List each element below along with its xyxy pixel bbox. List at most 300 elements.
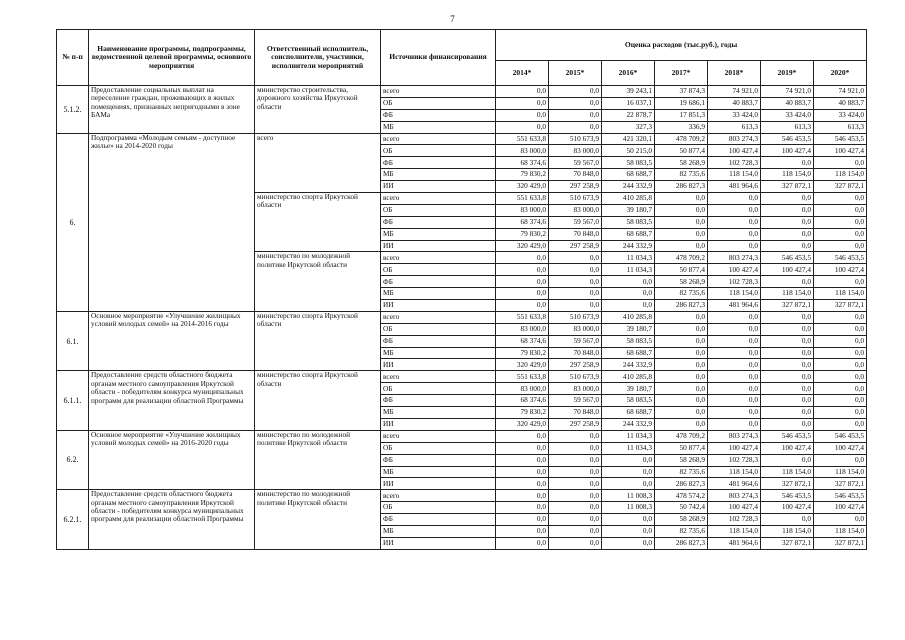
funding-source-cell: ИИ: [381, 537, 496, 549]
funding-source-cell: ИИ: [381, 181, 496, 193]
amount-cell: 0,0: [496, 264, 549, 276]
amount-cell: 100 427,4: [814, 502, 867, 514]
amount-cell: 546 453,5: [761, 430, 814, 442]
amount-cell: 0,0: [761, 359, 814, 371]
amount-cell: 320 429,0: [496, 418, 549, 430]
amount-cell: 58 083,5: [602, 216, 655, 228]
amount-cell: 0,0: [761, 407, 814, 419]
funding-source-cell: ОБ: [381, 97, 496, 109]
amount-cell: 0,0: [602, 478, 655, 490]
amount-cell: 0,0: [549, 97, 602, 109]
amount-cell: 0,0: [496, 109, 549, 121]
amount-cell: 0,0: [549, 478, 602, 490]
funding-source-cell: всего: [381, 430, 496, 442]
amount-cell: 118 154,0: [814, 466, 867, 478]
amount-cell: 11 008,3: [602, 490, 655, 502]
amount-cell: 59 567,0: [549, 216, 602, 228]
funding-source-cell: ФБ: [381, 216, 496, 228]
funding-source-cell: всего: [381, 86, 496, 98]
amount-cell: 70 848,0: [549, 228, 602, 240]
amount-cell: 82 735,6: [655, 169, 708, 181]
funding-source-cell: всего: [381, 371, 496, 383]
amount-cell: 0,0: [655, 204, 708, 216]
amount-cell: 0,0: [655, 335, 708, 347]
amount-cell: 83 000,0: [496, 383, 549, 395]
amount-cell: 546 453,5: [814, 430, 867, 442]
section-code: 6.2.: [57, 430, 89, 489]
amount-cell: 0,0: [549, 300, 602, 312]
amount-cell: 481 964,6: [708, 300, 761, 312]
amount-cell: 118 154,0: [708, 288, 761, 300]
amount-cell: 613,3: [761, 121, 814, 133]
section-name: Предоставление социальных выплат на переселение граждан, проживающих в жилых помещениях, признанных непригодными в зоне БАМа: [89, 86, 255, 134]
amount-cell: 0,0: [496, 430, 549, 442]
amount-cell: 0,0: [761, 311, 814, 323]
amount-cell: 546 453,5: [814, 133, 867, 145]
amount-cell: 0,0: [655, 228, 708, 240]
amount-cell: 0,0: [814, 514, 867, 526]
amount-cell: 0,0: [814, 323, 867, 335]
amount-cell: 481 964,6: [708, 478, 761, 490]
amount-cell: 0,0: [761, 228, 814, 240]
amount-cell: 0,0: [655, 418, 708, 430]
amount-cell: 551 633,8: [496, 371, 549, 383]
amount-cell: 0,0: [496, 97, 549, 109]
section-name: Предоставление средств областного бюджета органам местного самоуправления Иркутской области - победителям конкурса муниципальных программ для реализации областной Программы: [89, 371, 255, 430]
amount-cell: 100 427,4: [708, 502, 761, 514]
amount-cell: 297 258,9: [549, 359, 602, 371]
amount-cell: 327 872,1: [814, 300, 867, 312]
amount-cell: 510 673,9: [549, 133, 602, 145]
amount-cell: 0,0: [761, 193, 814, 205]
section-name: Основное мероприятие «Улучшение жилищных условий молодых семей» на 2016-2020 годы: [89, 430, 255, 489]
amount-cell: 0,0: [655, 216, 708, 228]
header-year: 2015*: [549, 61, 602, 86]
amount-cell: 83 000,0: [549, 383, 602, 395]
section-code: 6.1.: [57, 311, 89, 370]
amount-cell: 0,0: [602, 537, 655, 549]
amount-cell: 11 034,3: [602, 264, 655, 276]
amount-cell: 102 728,3: [708, 454, 761, 466]
section-name: Подпрограмма «Молодым семьям - доступное жилье» на 2014-2020 годы: [89, 133, 255, 311]
section-name: Предоставление средств областного бюджета органам местного самоуправления Иркутской области - победителям конкурса муниципальных программ для реализации областной Программы: [89, 490, 255, 549]
amount-cell: 100 427,4: [814, 264, 867, 276]
amount-cell: 68 374,6: [496, 216, 549, 228]
section-code: 6.2.1.: [57, 490, 89, 549]
executor-cell: министерство спорта Иркутской области: [255, 193, 381, 252]
amount-cell: 83 000,0: [549, 145, 602, 157]
amount-cell: 70 848,0: [549, 347, 602, 359]
amount-cell: 118 154,0: [708, 466, 761, 478]
amount-cell: 58 083,5: [602, 335, 655, 347]
amount-cell: 0,0: [602, 514, 655, 526]
funding-source-cell: ОБ: [381, 145, 496, 157]
header-source: Источники финансирования: [381, 30, 496, 86]
amount-cell: 0,0: [708, 359, 761, 371]
amount-cell: 0,0: [761, 157, 814, 169]
amount-cell: 0,0: [549, 537, 602, 549]
amount-cell: 0,0: [496, 454, 549, 466]
amount-cell: 33 424,0: [708, 109, 761, 121]
amount-cell: 0,0: [761, 347, 814, 359]
amount-cell: 320 429,0: [496, 359, 549, 371]
funding-source-cell: ИИ: [381, 418, 496, 430]
amount-cell: 410 285,8: [602, 311, 655, 323]
funding-source-cell: ФБ: [381, 514, 496, 526]
amount-cell: 59 567,0: [549, 157, 602, 169]
amount-cell: 327,3: [602, 121, 655, 133]
amount-cell: 0,0: [496, 514, 549, 526]
amount-cell: 0,0: [496, 121, 549, 133]
amount-cell: 0,0: [761, 276, 814, 288]
funding-source-cell: ФБ: [381, 276, 496, 288]
funding-source-cell: МБ: [381, 525, 496, 537]
amount-cell: 83 000,0: [549, 204, 602, 216]
amount-cell: 0,0: [602, 300, 655, 312]
amount-cell: 0,0: [549, 252, 602, 264]
amount-cell: 0,0: [496, 525, 549, 537]
amount-cell: 11 034,3: [602, 442, 655, 454]
section-code: 5.1.2.: [57, 86, 89, 134]
amount-cell: 803 274,3: [708, 133, 761, 145]
amount-cell: 478 709,2: [655, 133, 708, 145]
amount-cell: 59 567,0: [549, 395, 602, 407]
executor-cell: всего: [255, 133, 381, 192]
amount-cell: 297 258,9: [549, 181, 602, 193]
funding-source-cell: ФБ: [381, 454, 496, 466]
amount-cell: 286 827,3: [655, 478, 708, 490]
amount-cell: 22 878,7: [602, 109, 655, 121]
funding-source-cell: МБ: [381, 288, 496, 300]
amount-cell: 0,0: [496, 537, 549, 549]
amount-cell: 327 872,1: [761, 300, 814, 312]
amount-cell: 0,0: [496, 502, 549, 514]
amount-cell: 0,0: [814, 335, 867, 347]
amount-cell: 50 877,4: [655, 264, 708, 276]
amount-cell: 74 921,0: [708, 86, 761, 98]
amount-cell: 50 742,4: [655, 502, 708, 514]
amount-cell: 68 688,7: [602, 407, 655, 419]
amount-cell: 82 735,6: [655, 525, 708, 537]
amount-cell: 0,0: [814, 311, 867, 323]
amount-cell: 0,0: [655, 311, 708, 323]
section-code: 6.1.1.: [57, 371, 89, 430]
amount-cell: 0,0: [655, 371, 708, 383]
amount-cell: 478 709,2: [655, 430, 708, 442]
amount-cell: 100 427,4: [761, 502, 814, 514]
amount-cell: 0,0: [496, 442, 549, 454]
executor-cell: министерство по молодежной политике Иркутской области: [255, 252, 381, 311]
amount-cell: 0,0: [761, 240, 814, 252]
amount-cell: 0,0: [602, 466, 655, 478]
funding-source-cell: МБ: [381, 228, 496, 240]
amount-cell: 0,0: [549, 514, 602, 526]
amount-cell: 613,3: [814, 121, 867, 133]
amount-cell: 0,0: [496, 478, 549, 490]
amount-cell: 286 827,3: [655, 181, 708, 193]
header-num: № п-п: [57, 30, 89, 86]
amount-cell: 68 688,7: [602, 347, 655, 359]
amount-cell: 100 427,4: [761, 264, 814, 276]
amount-cell: 0,0: [708, 204, 761, 216]
funding-source-cell: ИИ: [381, 359, 496, 371]
funding-source-cell: МБ: [381, 347, 496, 359]
amount-cell: 0,0: [549, 525, 602, 537]
amount-cell: 0,0: [549, 109, 602, 121]
amount-cell: 68 374,6: [496, 335, 549, 347]
table-row: [57, 133, 867, 145]
amount-cell: 0,0: [814, 240, 867, 252]
amount-cell: 546 453,5: [761, 252, 814, 264]
amount-cell: 410 285,8: [602, 371, 655, 383]
amount-cell: 59 567,0: [549, 335, 602, 347]
amount-cell: 100 427,4: [708, 442, 761, 454]
amount-cell: 102 728,3: [708, 157, 761, 169]
amount-cell: 58 083,5: [602, 395, 655, 407]
amount-cell: 58 268,9: [655, 454, 708, 466]
amount-cell: 0,0: [549, 276, 602, 288]
amount-cell: 327 872,1: [814, 537, 867, 549]
amount-cell: 481 964,6: [708, 537, 761, 549]
amount-cell: 100 427,4: [708, 145, 761, 157]
amount-cell: 0,0: [761, 383, 814, 395]
amount-cell: 0,0: [761, 335, 814, 347]
amount-cell: 0,0: [708, 216, 761, 228]
amount-cell: 510 673,9: [549, 311, 602, 323]
executor-cell: министерство спорта Иркутской области: [255, 371, 381, 430]
funding-source-cell: ФБ: [381, 335, 496, 347]
amount-cell: 100 427,4: [761, 145, 814, 157]
amount-cell: 82 735,6: [655, 288, 708, 300]
amount-cell: 803 274,3: [708, 490, 761, 502]
amount-cell: 83 000,0: [496, 145, 549, 157]
amount-cell: 17 851,3: [655, 109, 708, 121]
amount-cell: 68 374,6: [496, 395, 549, 407]
amount-cell: 0,0: [814, 454, 867, 466]
amount-cell: 0,0: [814, 383, 867, 395]
amount-cell: 79 830,2: [496, 228, 549, 240]
funding-source-cell: ОБ: [381, 442, 496, 454]
amount-cell: 33 424,0: [814, 109, 867, 121]
amount-cell: 546 453,5: [761, 490, 814, 502]
amount-cell: 100 427,4: [814, 442, 867, 454]
amount-cell: 40 883,7: [814, 97, 867, 109]
amount-cell: 0,0: [602, 525, 655, 537]
funding-source-cell: МБ: [381, 466, 496, 478]
amount-cell: 70 848,0: [549, 407, 602, 419]
funding-source-cell: всего: [381, 133, 496, 145]
amount-cell: 118 154,0: [761, 466, 814, 478]
amount-cell: 0,0: [708, 347, 761, 359]
amount-cell: 0,0: [549, 490, 602, 502]
amount-cell: 0,0: [708, 418, 761, 430]
amount-cell: 0,0: [549, 466, 602, 478]
amount-cell: 0,0: [814, 418, 867, 430]
amount-cell: 327 872,1: [814, 181, 867, 193]
table-row: [57, 490, 867, 502]
funding-source-cell: ИИ: [381, 240, 496, 252]
amount-cell: 74 921,0: [814, 86, 867, 98]
amount-cell: 297 258,9: [549, 418, 602, 430]
header-year: 2019*: [761, 61, 814, 86]
amount-cell: 40 883,7: [761, 97, 814, 109]
amount-cell: 58 268,9: [655, 157, 708, 169]
amount-cell: 83 000,0: [496, 323, 549, 335]
amount-cell: 0,0: [655, 407, 708, 419]
amount-cell: 0,0: [814, 359, 867, 371]
amount-cell: 421 320,1: [602, 133, 655, 145]
header-executor: Ответственный исполнитель, соисполнители, участники, исполнители мероприятий: [255, 30, 381, 86]
amount-cell: 70 848,0: [549, 169, 602, 181]
amount-cell: 58 083,5: [602, 157, 655, 169]
amount-cell: 0,0: [708, 193, 761, 205]
funding-source-cell: ИИ: [381, 478, 496, 490]
header-year: 2020*: [814, 61, 867, 86]
table-row: [57, 430, 867, 442]
amount-cell: 79 830,2: [496, 169, 549, 181]
amount-cell: 0,0: [761, 371, 814, 383]
amount-cell: 0,0: [708, 323, 761, 335]
header-year: 2016*: [602, 61, 655, 86]
header-year: 2018*: [708, 61, 761, 86]
amount-cell: 510 673,9: [549, 371, 602, 383]
amount-cell: 0,0: [814, 157, 867, 169]
amount-cell: 551 633,8: [496, 133, 549, 145]
amount-cell: 410 285,8: [602, 193, 655, 205]
funding-source-cell: ОБ: [381, 323, 496, 335]
amount-cell: 16 037,1: [602, 97, 655, 109]
amount-cell: 0,0: [655, 240, 708, 252]
amount-cell: 39 180,7: [602, 323, 655, 335]
amount-cell: 118 154,0: [708, 169, 761, 181]
funding-source-cell: ОБ: [381, 383, 496, 395]
amount-cell: 803 274,3: [708, 430, 761, 442]
funding-source-cell: МБ: [381, 407, 496, 419]
amount-cell: 40 883,7: [708, 97, 761, 109]
amount-cell: 0,0: [549, 442, 602, 454]
amount-cell: 0,0: [602, 276, 655, 288]
amount-cell: 102 728,3: [708, 514, 761, 526]
header-year: 2017*: [655, 61, 708, 86]
amount-cell: 510 673,9: [549, 193, 602, 205]
amount-cell: 0,0: [814, 276, 867, 288]
amount-cell: 0,0: [496, 490, 549, 502]
amount-cell: 118 154,0: [814, 169, 867, 181]
funding-source-cell: всего: [381, 311, 496, 323]
amount-cell: 478 709,2: [655, 252, 708, 264]
table-row: [57, 311, 867, 323]
amount-cell: 79 830,2: [496, 347, 549, 359]
amount-cell: 102 728,3: [708, 276, 761, 288]
amount-cell: 0,0: [549, 86, 602, 98]
amount-cell: 100 427,4: [814, 145, 867, 157]
amount-cell: 297 258,9: [549, 240, 602, 252]
table-row: [57, 86, 867, 98]
amount-cell: 481 964,6: [708, 181, 761, 193]
amount-cell: 320 429,0: [496, 181, 549, 193]
amount-cell: 33 424,0: [761, 109, 814, 121]
funding-source-cell: ФБ: [381, 157, 496, 169]
amount-cell: 37 874,3: [655, 86, 708, 98]
amount-cell: 0,0: [708, 335, 761, 347]
amount-cell: 0,0: [496, 300, 549, 312]
amount-cell: 546 453,5: [814, 490, 867, 502]
amount-cell: 0,0: [549, 454, 602, 466]
amount-cell: 0,0: [814, 395, 867, 407]
amount-cell: 0,0: [496, 86, 549, 98]
amount-cell: 0,0: [655, 359, 708, 371]
amount-cell: 19 686,1: [655, 97, 708, 109]
funding-source-cell: всего: [381, 193, 496, 205]
amount-cell: 118 154,0: [761, 525, 814, 537]
amount-cell: 118 154,0: [814, 288, 867, 300]
amount-cell: 0,0: [814, 193, 867, 205]
amount-cell: 50 877,4: [655, 442, 708, 454]
amount-cell: 39 243,1: [602, 86, 655, 98]
amount-cell: 551 633,8: [496, 311, 549, 323]
amount-cell: 11 008,3: [602, 502, 655, 514]
amount-cell: 478 574,2: [655, 490, 708, 502]
amount-cell: 11 034,3: [602, 430, 655, 442]
amount-cell: 39 180,7: [602, 204, 655, 216]
amount-cell: 0,0: [549, 288, 602, 300]
page-number: 7: [450, 14, 455, 24]
amount-cell: 118 154,0: [761, 169, 814, 181]
amount-cell: 0,0: [761, 204, 814, 216]
budget-table: [56, 29, 867, 550]
amount-cell: 0,0: [655, 347, 708, 359]
amount-cell: 0,0: [549, 121, 602, 133]
funding-source-cell: МБ: [381, 121, 496, 133]
section-name: Основное мероприятие «Улучшение жилищных условий молодых семей» на 2014-2016 годы: [89, 311, 255, 370]
amount-cell: 327 872,1: [761, 537, 814, 549]
amount-cell: 0,0: [761, 216, 814, 228]
amount-cell: 336,9: [655, 121, 708, 133]
amount-cell: 0,0: [602, 454, 655, 466]
amount-cell: 327 872,1: [761, 478, 814, 490]
amount-cell: 100 427,4: [708, 264, 761, 276]
amount-cell: 50 877,4: [655, 145, 708, 157]
amount-cell: 118 154,0: [708, 525, 761, 537]
table-header: [57, 30, 867, 86]
amount-cell: 286 827,3: [655, 537, 708, 549]
amount-cell: 244 332,9: [602, 181, 655, 193]
amount-cell: 0,0: [761, 395, 814, 407]
amount-cell: 0,0: [814, 347, 867, 359]
amount-cell: 0,0: [549, 430, 602, 442]
executor-cell: министерство по молодежной политике Иркутской области: [255, 490, 381, 549]
amount-cell: 0,0: [655, 383, 708, 395]
amount-cell: 546 453,5: [814, 252, 867, 264]
amount-cell: 0,0: [814, 371, 867, 383]
amount-cell: 118 154,0: [761, 288, 814, 300]
amount-cell: 50 215,0: [602, 145, 655, 157]
amount-cell: 74 921,0: [761, 86, 814, 98]
amount-cell: 613,3: [708, 121, 761, 133]
amount-cell: 0,0: [814, 204, 867, 216]
amount-cell: 0,0: [708, 240, 761, 252]
funding-source-cell: ОБ: [381, 502, 496, 514]
amount-cell: 39 180,7: [602, 383, 655, 395]
header-cost-estimate: Оценка расходов (тыс.руб.), годы: [496, 30, 867, 61]
amount-cell: 0,0: [761, 454, 814, 466]
amount-cell: 0,0: [708, 383, 761, 395]
amount-cell: 0,0: [496, 276, 549, 288]
amount-cell: 0,0: [814, 228, 867, 240]
header-name: Наименование программы, подпрограммы, ведомственной целевой программы, основного мероприятия: [89, 30, 255, 86]
amount-cell: 68 374,6: [496, 157, 549, 169]
amount-cell: 82 735,6: [655, 466, 708, 478]
